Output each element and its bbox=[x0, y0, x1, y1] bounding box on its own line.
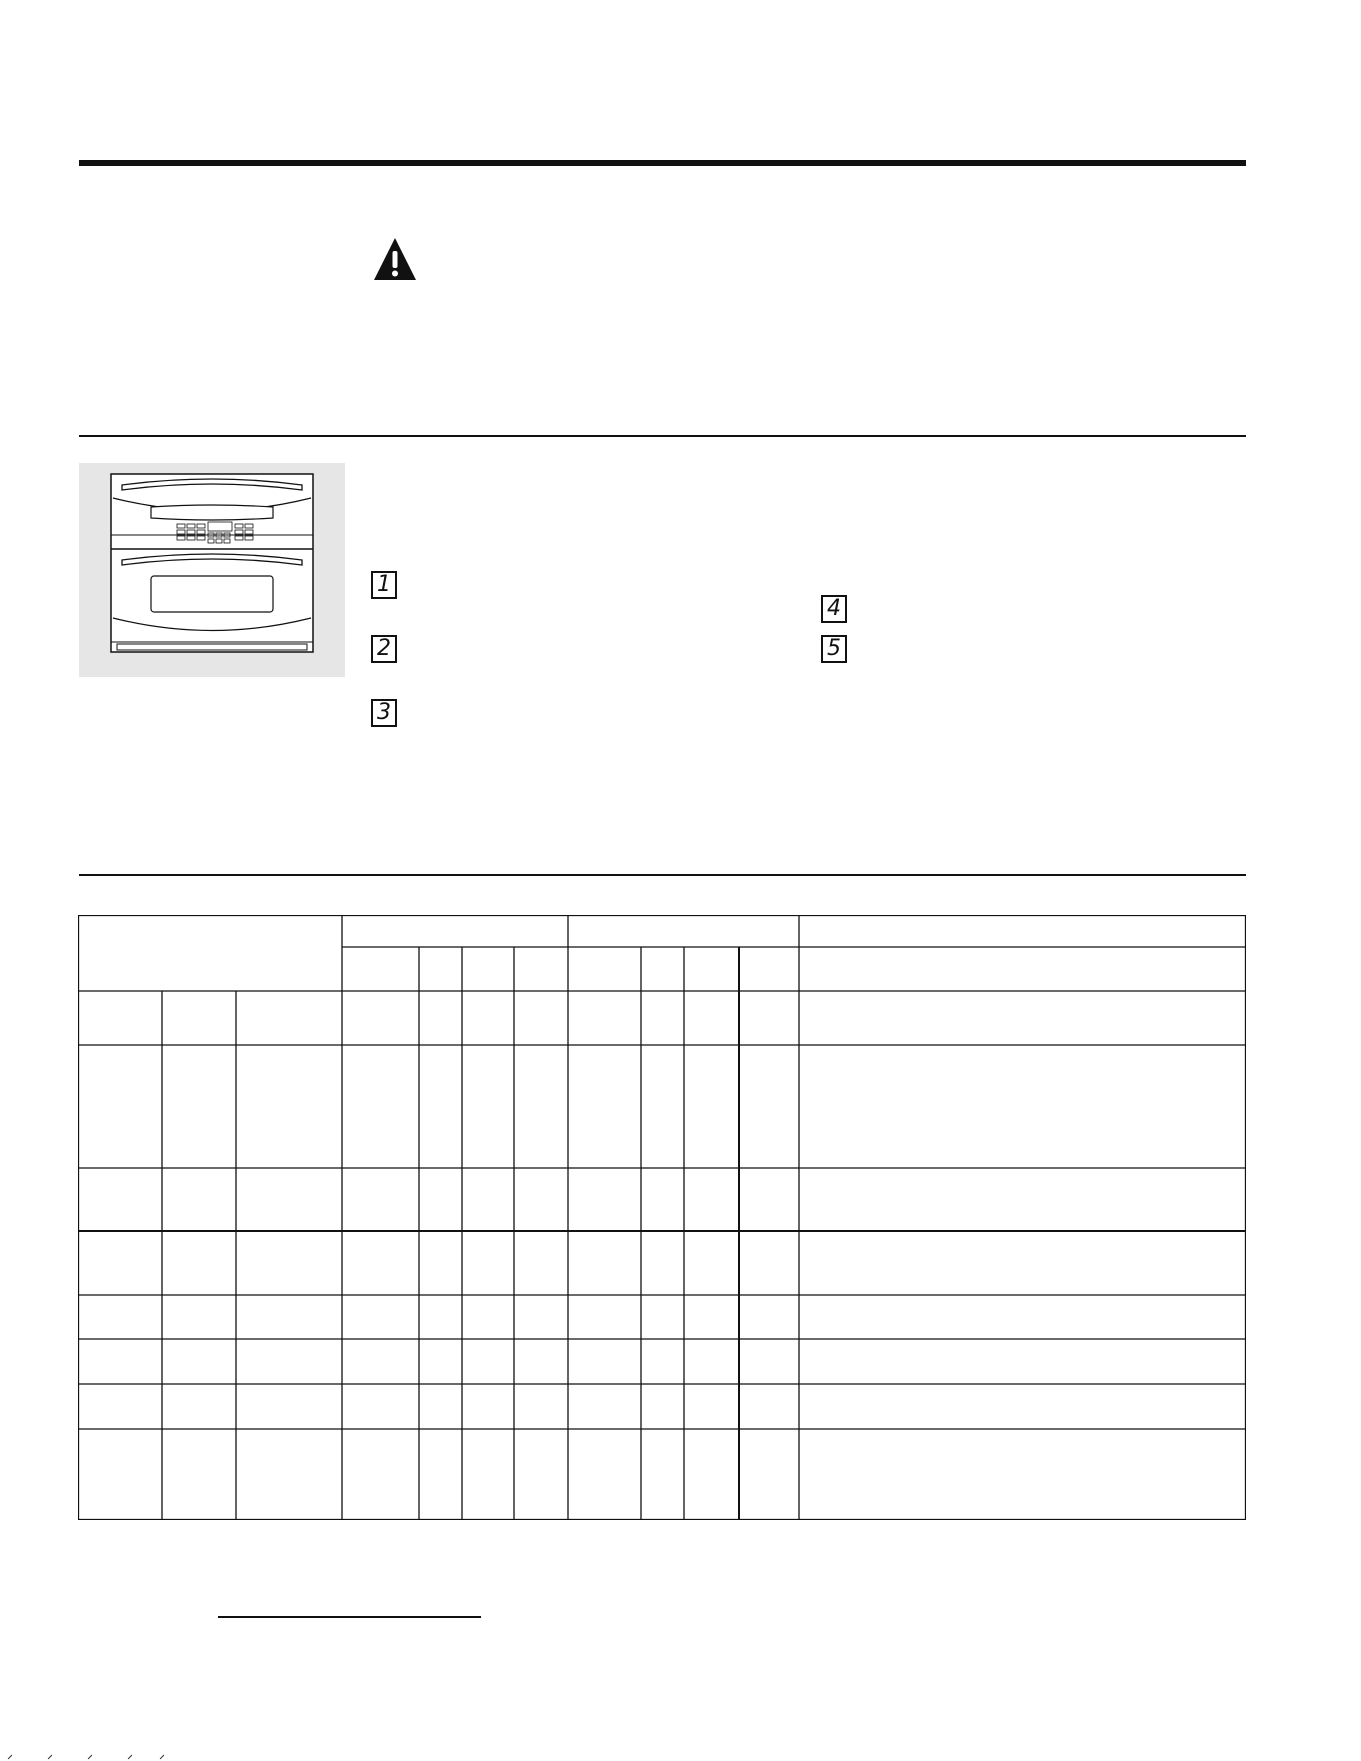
oven-illustration bbox=[79, 463, 345, 677]
page-edge-marks bbox=[0, 1742, 200, 1761]
top-heavy-rule bbox=[79, 160, 1246, 166]
callout-number-5: 5 bbox=[821, 635, 847, 663]
callout-number-3: 3 bbox=[371, 699, 397, 727]
callout-number-2: 2 bbox=[371, 635, 397, 663]
section-divider-rule bbox=[79, 435, 1246, 437]
callout-number-4: 4 bbox=[821, 595, 847, 623]
warning-triangle-icon bbox=[372, 236, 418, 282]
specification-table bbox=[78, 915, 1246, 1520]
footnote-rule bbox=[218, 1616, 481, 1618]
callout-number-1: 1 bbox=[371, 571, 397, 599]
table-section-rule bbox=[79, 874, 1246, 876]
